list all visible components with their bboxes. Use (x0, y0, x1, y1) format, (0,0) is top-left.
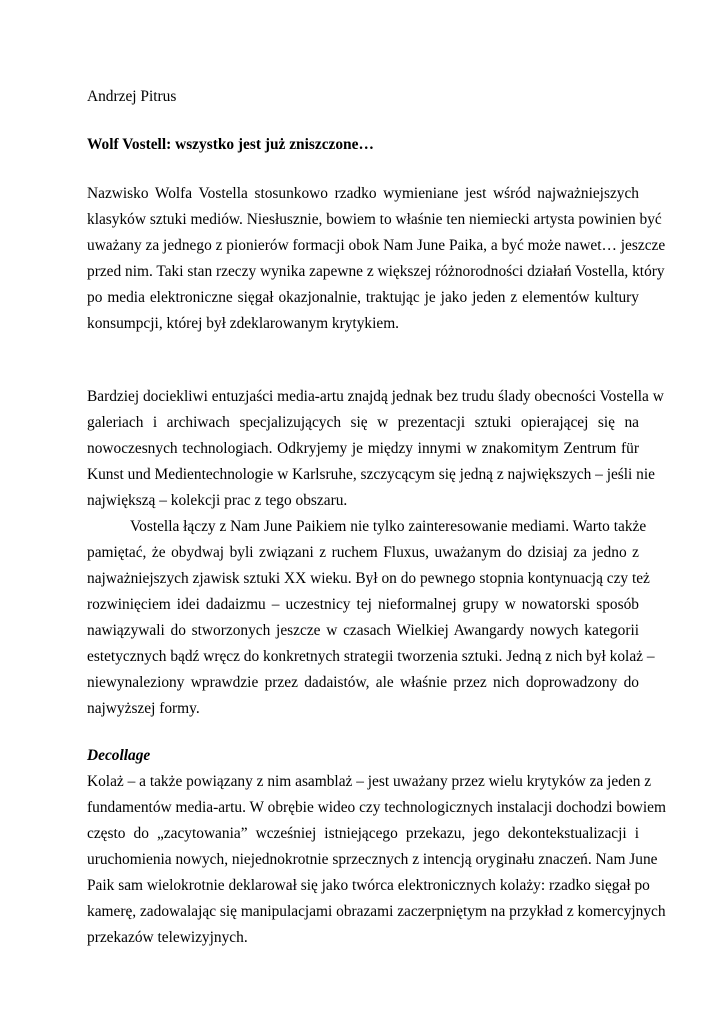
paragraph-line: pamiętać, że obydwaj byli związani z ruchem Fluxus, uważanym do dzisiaj za jedno z (87, 544, 639, 561)
paragraph-line: kamerę, zadowalając się manipulacjami obrazami zaczerpniętym na przykład z komercyjnych (87, 903, 666, 920)
paragraph-line: uważany za jednego z pionierów formacji obok Nam June Paika, a być może nawet… jeszcze (87, 237, 666, 254)
paragraph-line: nowoczesnych technologiach. Odkryjemy je między innymi w znakomitym Zentrum für (87, 440, 639, 457)
paragraph-line: konsumpcji, której był zdeklarowanym krytykiem. (87, 315, 400, 332)
paragraph-line: niewynaleziony wprawdzie przez dadaistów, ale właśnie przez nich doprowadzony do (87, 674, 639, 691)
paragraph-line: największą – kolekcji prac z tego obszaru. (87, 492, 348, 509)
paragraph-line: nawiązywali do stworzonych jeszcze w czasach Wielkiej Awangardy nowych kategorii (87, 622, 639, 639)
document-page (87, 0, 666, 1024)
paragraph-line: przekazów telewizyjnych. (87, 929, 248, 946)
paragraph-line: najwyższej formy. (87, 700, 200, 717)
paragraph-line: często do „zacytowania” wcześniej istniejącego przekazu, jego dekontekstualizacji i (87, 825, 639, 842)
paragraph-line: Nazwisko Wolfa Vostella stosunkowo rzadko wymieniane jest wśród najważniejszych (87, 185, 639, 202)
paragraph-line: uruchomienia nowych, niejednokrotnie sprzecznych z intencją oryginału znaczeń. Nam June (87, 851, 658, 868)
paragraph-line: najważniejszych zjawisk sztuki XX wieku. Był on do pewnego stopnia kontynuacją czy też (87, 570, 650, 587)
paragraph-line: Paik sam wielokrotnie deklarował się jako twórca elektronicznych kolaży: rzadko sięgał po (87, 877, 650, 894)
paragraph-line: Bardziej dociekliwi entuzjaści media-artu znajdą jednak bez trudu ślady obecności Vostella w (87, 388, 664, 405)
paragraph-line: Kolaż – a także powiązany z nim asamblaż – jest uważany przez wielu krytyków za jeden z (87, 773, 652, 790)
paragraph-line: przed nim. Taki stan rzeczy wynika zapewne z większej różnorodności działań Vostella, który (87, 263, 665, 280)
paragraph-line: Vostella łączy z Nam June Paikiem nie tylko zainteresowanie mediami. Warto także (130, 518, 647, 535)
paragraph-line: galeriach i archiwach specjalizujących się w prezentacji sztuki opierającej się na (87, 414, 639, 431)
paragraph-line: rozwinięciem idei dadaizmu – uczestnicy tej nieformalnej grupy w nowatorski sposób (87, 596, 639, 613)
section-heading: Decollage (87, 747, 151, 764)
paragraph-line: klasyków sztuki mediów. Niesłusznie, bowiem to właśnie ten niemiecki artysta powinien być (87, 211, 662, 228)
paragraph-line: fundamentów media-artu. W obrębie wideo czy technologicznych instalacji dochodzi bowiem (87, 799, 666, 816)
paragraph-line: po media elektroniczne sięgał okazjonalnie, traktując je jako jeden z elementów kultury (87, 289, 639, 306)
paragraph-line: estetycznych bądź wręcz do konkretnych strategii tworzenia sztuki. Jedną z nich był kolaż – (87, 648, 655, 665)
author-name: Andrzej Pitrus (87, 88, 177, 105)
paragraph-line: Kunst und Medientechnologie w Karlsruhe, szczycącym się jedną z największych – jeśli nie (87, 466, 655, 483)
article-title: Wolf Vostell: wszystko jest już zniszczone… (87, 136, 374, 153)
